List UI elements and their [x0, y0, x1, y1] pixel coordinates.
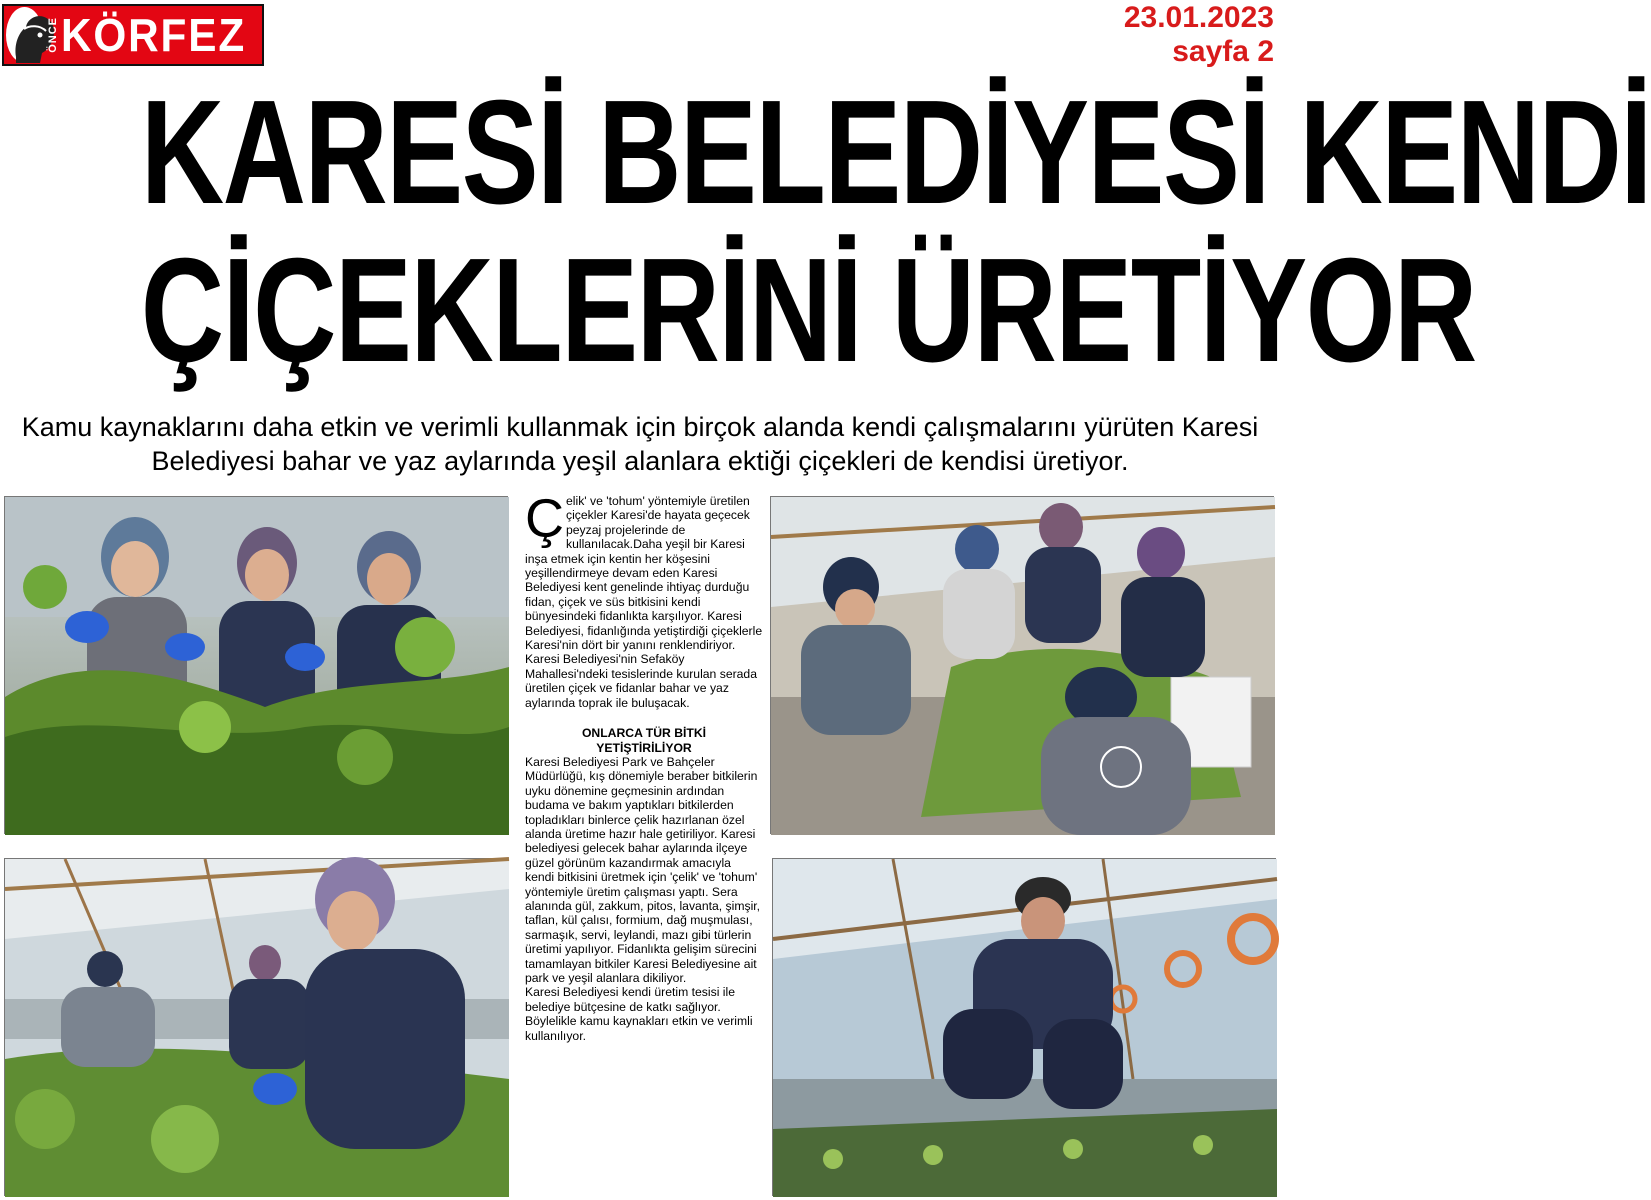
article-paragraph-1-text: elik' ve 'tohum' yöntemiyle üretilen çiçekler Karesi'de hayata geçecek peyzaj projelerinde de kullanılacak.Daha yeşil bir Karesi inşa etmek için kentin her köşesini yeşillendirmeye devam eden Karesi Belediyesi kent genelinde ihtiyaç durduğu fidan, çiçek ve süs bitkisini kendi bünyesindeki fidanlıkta karşılıyor. Karesi Belediyesi, fidanlığında yetiştirdiği çiçeklerle Karesi'nin dört bir yanını renklendiriyor. Karesi Belediyesi'nin Sefaköy Mahallesi'ndeki tesislerinde kurulan serada üretilen çiçek ve fidanlar bahar ve yaz aylarında toprak ile buluşacak. — [525, 494, 763, 710]
article-body — [525, 489, 763, 1043]
headline-line-2: ÇİÇEKLERİNİ ÜRETİYOR — [140, 228, 1476, 393]
article-paragraph-1 — [525, 489, 763, 710]
article-paragraph-3: Karesi Belediyesi kendi üretim tesisi ile belediye bütçesine de katkı sağlıyor. Böylelikle kamu kaynakları etkin ve verimli kullanılıyor. — [525, 985, 753, 1043]
logo-small-text: ÖNCE — [46, 17, 59, 53]
photo-woman-seedlings — [4, 858, 508, 1196]
page-number: sayfa 2 — [1172, 35, 1274, 68]
founder-portrait-icon — [6, 7, 43, 63]
photo-women-pruning — [4, 496, 508, 834]
article-paragraph-2: Karesi Belediyesi Park ve Bahçeler Müdürlüğü, kış dönemiyle beraber bitkilerin uyku dönemine geçmesinin ardından budama ve bakım yaptıkları bitkilerden topladıkları binlerce çelik hazırlanan özel alanda üretime hazır hale getiriliyor. Karesi belediyesi gelecek bahar aylarında ilçeye güzel görünüm kazandırmak amacıyla kendi bitkisini üretmek için 'çelik' ve 'tohum' yöntemiyle üretim çalışması yaptı. Sera alanında gül, zakkum, pitos, lavanta, şimşir, taflan, kül çalısı, formium, dağ muşmulası, sarmaşık, servi, leylandi, mazı gibi türlerin üretimi yapılıyor. Fidanlıkta gelişim sürecini tamamlayan bitkiler Karesi Belediyesine ait park ve yeşil alanlara dikiliyor. — [525, 754, 761, 985]
logo-name: KÖRFEZ — [60, 9, 246, 61]
headline-line-1: KARESİ BELEDİYESİ KENDİ — [140, 70, 1651, 235]
photo-man-crouching — [772, 858, 1276, 1196]
drop-cap: Ç — [525, 489, 564, 549]
issue-date: 23.01.2023 — [1123, 1, 1274, 34]
photo-team-greenhouse — [770, 496, 1274, 834]
lead-paragraph: Kamu kaynaklarını daha etkin ve verimli kullanmak için birçok alanda kendi çalışmalarını yürüten Karesi Belediyesi bahar ve yaz aylarında yeşil alanlara ektiği çiçekleri de kendisi üretiyor. — [21, 412, 1259, 476]
newspaper-logo — [2, 4, 264, 66]
article-subheading: ONLARCA TÜR BİTKİ YETİŞTİRİLİYOR — [581, 726, 707, 755]
